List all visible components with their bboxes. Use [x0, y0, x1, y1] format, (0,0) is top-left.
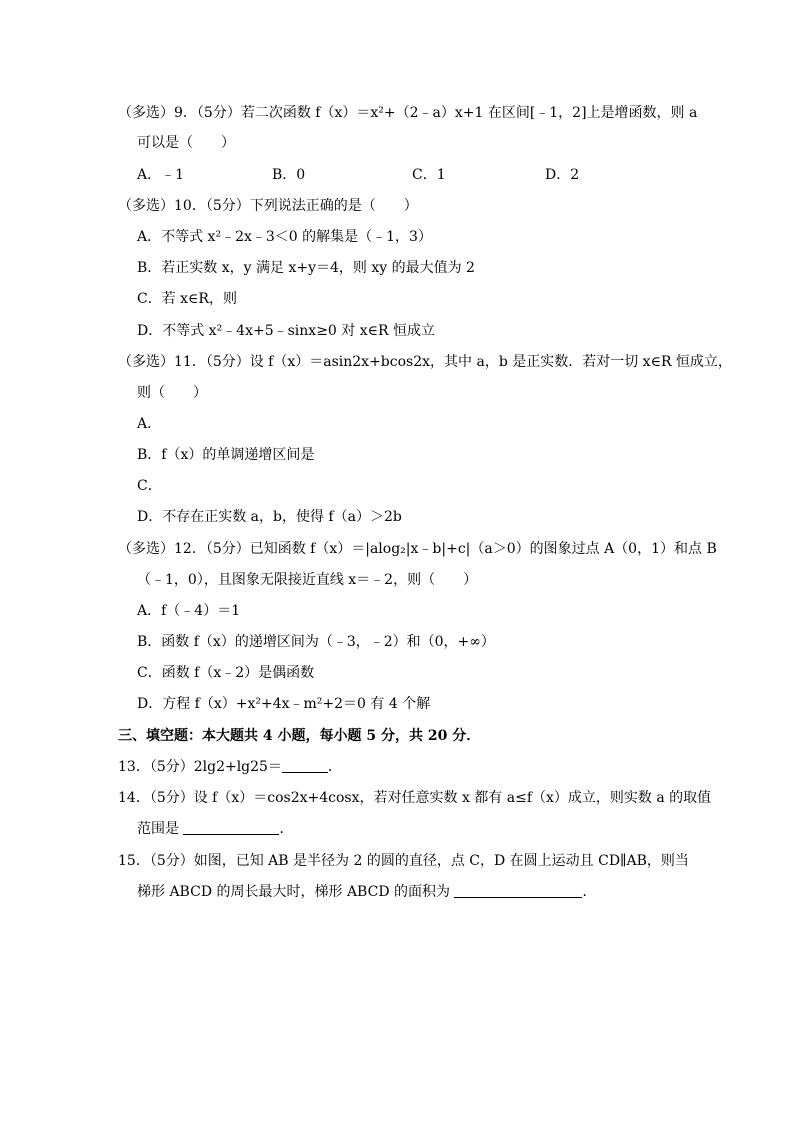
q15-line2 — [137, 883, 596, 901]
section-3-heading: 三、填空题：本大题共 4 小题，每小题 5 分，共 20 分． — [118, 728, 481, 744]
q13-text: 13．（5分）2lg2+lg25＝ — [118, 759, 282, 775]
q15-line2-text: 梯形 ABCD 的周长最大时，梯形 ABCD 的面积为 — [137, 884, 455, 900]
q9-stem-line2: 可以是（ ） — [137, 135, 235, 151]
q9-option-d: D．2 — [545, 167, 580, 183]
q9-option-b: B．0 — [272, 167, 306, 183]
q13-answer-blank — [282, 758, 328, 773]
q12-stem-line2: （﹣1，0），且图象无限接近直线 x＝﹣2，则（ ） — [137, 572, 478, 588]
q9-option-c: C．1 — [412, 167, 446, 183]
q10-stem: （多选）10．（5分）下列说法正确的是（ ） — [118, 198, 418, 214]
q12-option-d: D．方程 f（x）+x²+4x﹣m²+2＝0 有 4 个解 — [137, 696, 431, 712]
q14-end: ． — [279, 821, 294, 837]
q11-option-b: B．f（x）的单调递增区间是 — [137, 447, 315, 463]
q14-line2-text: 范围是 — [137, 821, 184, 837]
q10-option-d: D．不等式 x²﹣4x+5﹣sinx≥0 对 x∈R 恒成立 — [137, 323, 435, 339]
q9-stem-line1: （多选）9．（5分）若二次函数 f（x）＝x²+（2﹣a）x+1 在区间[﹣1，2]上是增函数，则 a — [118, 105, 698, 121]
q9-option-a: A．﹣1 — [137, 167, 185, 183]
q11-option-c: C． — [137, 478, 162, 494]
q14-line2 — [137, 820, 293, 838]
q11-option-a: A． — [137, 416, 162, 432]
q10-option-c: C．若 x∈R，则 — [137, 291, 237, 307]
q11-stem-line1: （多选）11．（5分）设 f（x）＝asin2x+bcos2x，其中 a，b 是正实数．若对一切 x∈R 恒成立， — [118, 354, 732, 370]
q15-stem-line1: 15．（5分）如图，已知 AB 是半径为 2 的圆的直径，点 C，D 在圆上运动且 CD∥AB，则当 — [118, 853, 689, 869]
q11-stem-line2: 则（ ） — [137, 385, 207, 401]
q14-stem-line1: 14．（5分）设 f（x）＝cos2x+4cosx，若对任意实数 x 都有 a≤f（x）成立，则实数 a 的取值 — [118, 790, 712, 806]
q15-answer-blank — [454, 883, 582, 898]
q15-end: ． — [582, 884, 597, 900]
q13-end: ． — [327, 759, 342, 775]
q11-option-d: D．不存在正实数 a，b，使得 f（a）＞2b — [137, 509, 402, 525]
q12-option-b: B．函数 f（x）的递增区间为（﹣3，﹣2）和（0，+∞） — [137, 634, 495, 650]
q12-option-c: C．函数 f（x﹣2）是偶函数 — [137, 665, 315, 681]
q10-option-b: B．若正实数 x，y 满足 x+y＝4，则 xy 的最大值为 2 — [137, 260, 475, 276]
q12-stem-line1: （多选）12．（5分）已知函数 f（x）＝|alog₂|x﹣b|+c|（a＞0）的图象过点 A（0，1）和点 B — [118, 541, 717, 557]
q10-option-a: A．不等式 x²﹣2x﹣3＜0 的解集是（﹣1，3） — [137, 229, 432, 245]
q12-option-a: A．f（﹣4）＝1 — [137, 603, 241, 619]
q14-answer-blank — [183, 820, 279, 835]
q13-line — [118, 758, 342, 776]
